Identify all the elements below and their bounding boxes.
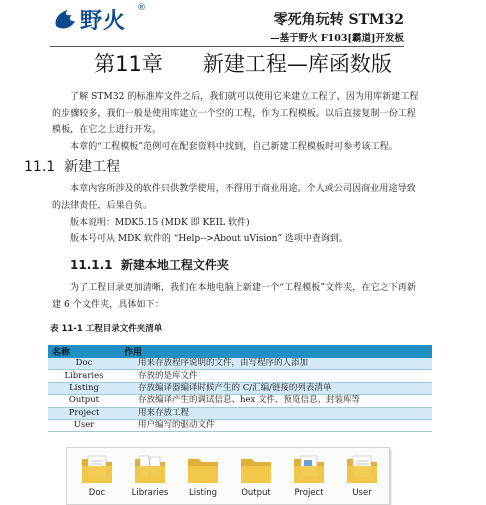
folder-name-cell: Doc — [48, 358, 120, 370]
table-row — [48, 395, 432, 407]
folder-with-files-icon — [80, 453, 114, 485]
folder-with-files-icon — [133, 453, 167, 485]
folder-listing[interactable] — [183, 453, 223, 485]
folder-purpose-cell: 用户编写的驱动文件 — [120, 419, 432, 431]
column-header-name: 名称 — [48, 345, 120, 358]
folder-doc[interactable] — [77, 453, 117, 485]
folder-with-files-icon — [345, 453, 379, 485]
folder-name-cell: Libraries — [48, 370, 120, 382]
folder-list-table — [48, 345, 432, 432]
intro-paragraph-2: 本章的“工程模板”范例可在配套资料中找到，自己新建工程模板时可参考该工程。 — [70, 142, 398, 152]
table-row — [48, 382, 432, 394]
folder-name-cell: Listing — [48, 382, 120, 394]
table-row — [48, 419, 432, 431]
folder-purpose-cell: 用来存放工程 — [120, 407, 432, 419]
table-row — [48, 370, 432, 382]
chapter-title: 第11章 新建工程—库函数版 — [94, 52, 392, 76]
folder-name-cell: User — [48, 419, 120, 431]
section-heading: 11.1 新建工程 — [24, 159, 121, 175]
registered-mark: ® — [137, 3, 146, 13]
header-rule — [50, 46, 404, 47]
folder-libraries[interactable] — [130, 453, 170, 485]
brand-logo-text: 野火 — [80, 9, 127, 34]
flame-logo-icon — [52, 6, 78, 32]
folder-purpose-cell: 存放的是库文件 — [120, 370, 432, 382]
folder-icon — [239, 453, 273, 485]
subsection-heading: 11.1.1 新建本地工程文件夹 — [70, 258, 229, 272]
folder-label: Libraries — [131, 488, 169, 498]
folder-icon — [186, 453, 220, 485]
version-query-note: 版本号可从 MDK 软件的 “Help-->About uVision” 选项中查询到。 — [70, 234, 348, 244]
folder-name-cell: Output — [48, 395, 120, 407]
folder-label: Doc — [88, 488, 106, 498]
version-note: 版本说明：MDK5.15 (MDK 即 KEIL 软件) — [70, 218, 250, 228]
intro-paragraph: 了解 STM32 的标准库文件之后，我们就可以使用它来建立工程了，因为用库新建工程的步骤较多，我们一般是使用库建立一个空的工程，作为工程模板。以后直接复制一份工程模板，在它之上进行开发。 — [52, 92, 419, 136]
folder-name-cell: Project — [48, 407, 120, 419]
folder-purpose-cell: 存放编译器编译时候产生的 C/汇编/链接的列表清单 — [120, 382, 432, 394]
subsection-paragraph: 为了工程目录更加清晰，我们在本地电脑上新建一个“工程模板”文件夹，在它之下再新建 6 个文件夹，具体如下： — [52, 283, 417, 310]
book-title: 零死角玩转 STM32 — [273, 12, 404, 28]
folder-label: Listing — [188, 488, 217, 498]
folder-label: User — [352, 488, 372, 498]
folder-project[interactable] — [289, 453, 329, 485]
folder-label: Output — [241, 488, 271, 498]
folder-explorer-strip — [66, 447, 390, 505]
folder-user[interactable] — [342, 453, 382, 485]
folder-purpose-cell: 用来存放程序说明的文件，由写程序的人添加 — [120, 358, 432, 370]
book-subtitle: —基于野火 F103[霸道]开发板 — [270, 33, 404, 44]
folder-output[interactable] — [236, 453, 276, 485]
section-paragraph: 本章内容所涉及的软件只供教学使用，不得用于商业用途。个人或公司因商业用途导致的法律责任，后果自负。 — [52, 184, 416, 211]
folder-purpose-cell: 存放编译产生的调试信息、hex 文件、预览信息、封装库等 — [120, 395, 432, 407]
folder-with-files-icon — [292, 453, 326, 485]
table-row — [48, 358, 432, 370]
table-row — [48, 407, 432, 419]
table-caption: 表 11-1 工程目录文件夹清单 — [50, 324, 163, 334]
table-header-row — [48, 345, 432, 358]
column-header-purpose: 作用 — [120, 345, 432, 358]
folder-label: Project — [294, 488, 324, 498]
